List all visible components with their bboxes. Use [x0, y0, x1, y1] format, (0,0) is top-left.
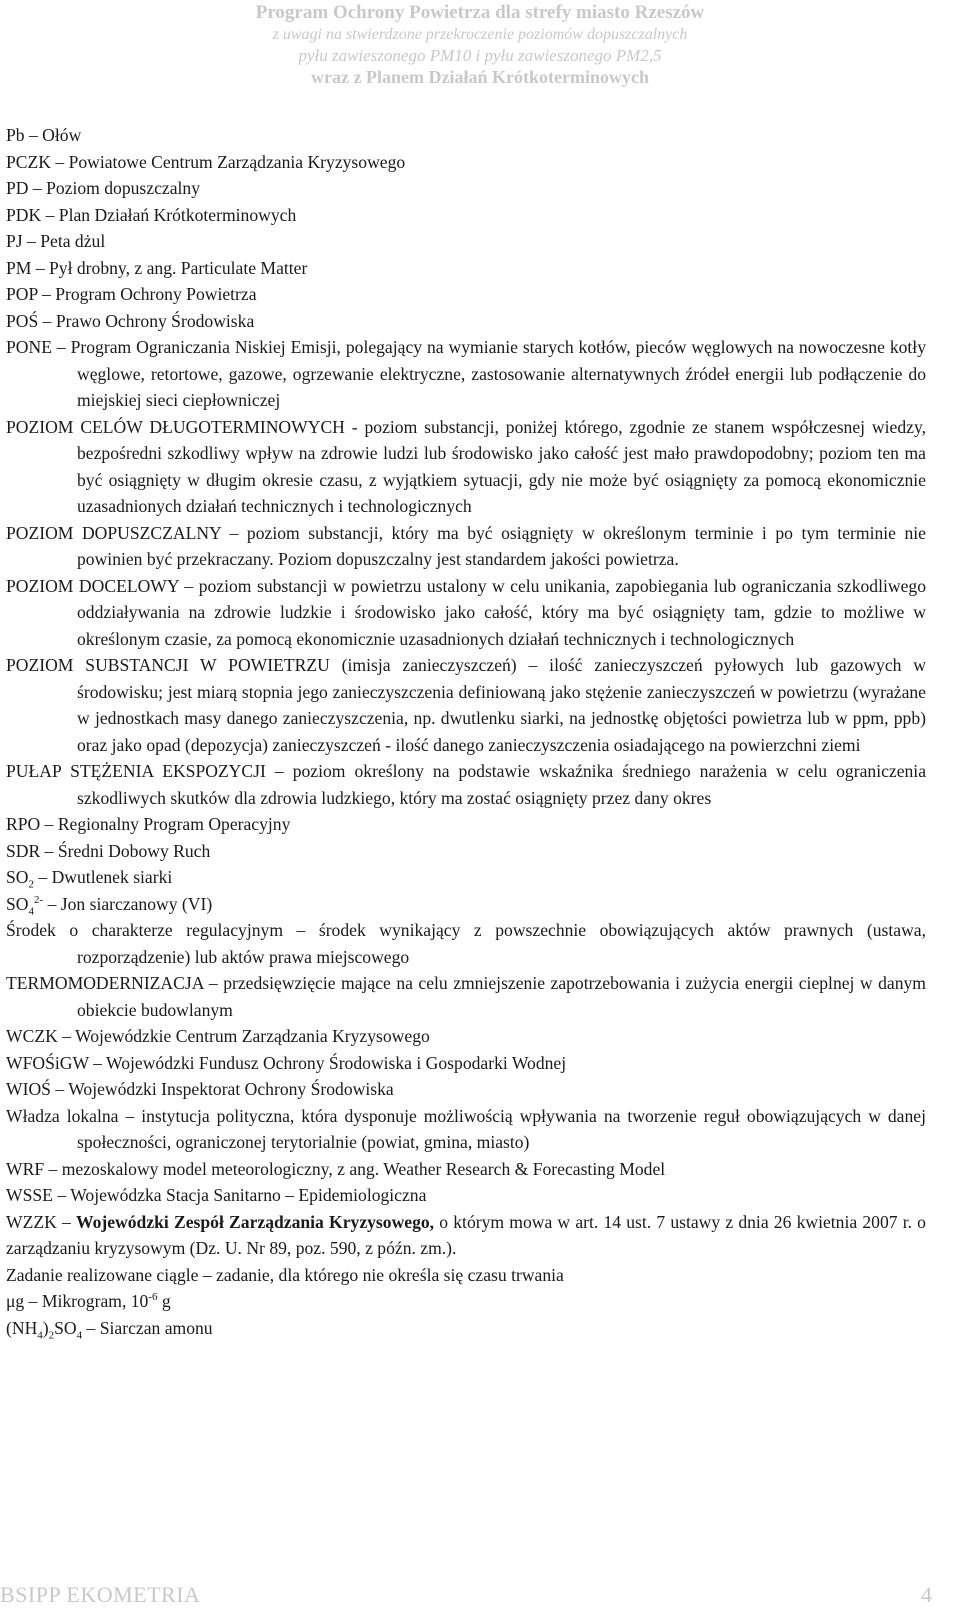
wzzk-bold-name: Wojewódzki Zespół Zarządzania Kryzysowego, — [75, 1211, 435, 1232]
glossary-entry-poziom-dopuszczalny: POZIOM DOPUSZCZALNY – poziom substancji, który ma być osiągnięty w określonym terminie i po tym terminie nie powinien być przekraczany. Poziom dopuszczalny jest standardem jakości powietrza. — [6, 522, 926, 569]
page-footer — [0, 1574, 960, 1613]
glossary-entry-pd: PD – Poziom dopuszczalny — [6, 178, 200, 198]
glossary-entry-so4 — [6, 891, 926, 918]
glossary-entry-pone: PONE – Program Ograniczania Niskiej Emisji, polegający na wymianie starych kotłów, pieców węglowych na nowoczesne kotły węglowe, retortowe, gazowe, ogrzewanie elektryczne, zastosowanie alternatywnych źródeł energii lub podłączenie do miejskiej sieci ciepłowniczej — [6, 337, 926, 410]
header-subtitle-3: wraz z Planem Działań Krótkoterminowych — [311, 67, 649, 87]
glossary-entry-pm: PM – Pył drobny, z ang. Particulate Matter — [6, 257, 308, 278]
page-header — [0, 2, 960, 88]
nh4-description: – Siarczan amonu — [82, 1317, 213, 1338]
glossary-entry-wzzk — [6, 1209, 926, 1262]
footer-page-number: 4 — [921, 1582, 932, 1607]
glossary-entry-microgram — [6, 1288, 926, 1315]
microgram-unit: g — [157, 1291, 171, 1311]
glossary-entry-poziom-celow: POZIOM CELÓW DŁUGOTERMINOWYCH - poziom substancji, poniżej którego, zgodnie ze stanem współczesnej wiedzy, bezpośredni szkodliwy wpływ na zdrowie ludzi lub środowisko jako całość jest mało prawdopodobny; poziom ten ma być osiągnięty w długim okresie czasu, z wyjątkiem sytuacji, gdy nie może być osiągnięty za pomocą ekonomicznie uzasadnionych działań technicznych i technologicznych — [6, 416, 926, 516]
header-subtitle-2: pyłu zawieszonego PM10 i pyłu zawieszonego PM2,5 — [298, 46, 662, 65]
glossary-entry-zadanie: Zadanie realizowane ciągle – zadanie, dla którego nie określa się czasu trwania — [6, 1264, 564, 1285]
glossary-entry-sdr: SDR – Średni Dobowy Ruch — [6, 840, 211, 861]
nh4-sub-2: 2 — [48, 1329, 55, 1342]
nh4-close: ) — [42, 1317, 49, 1338]
so2-description: – Dwutlenek siarki — [34, 867, 173, 887]
nh4-open: (NH — [6, 1317, 38, 1338]
nh4-so: SO — [54, 1317, 77, 1338]
glossary-entry-poziom-substancji: POZIOM SUBSTANCJI W POWIETRZU (imisja zanieczyszczeń) – ilość zanieczyszczeń pyłowych lub gazowych w środowisku; jest miarą stopnia jego zanieczyszczenia definiowaną jako stężenie zanieczyszczeń w powietrzu (wyrażane w jednostkach masy danego zanieczyszczenia, np. dwutlenku siarki, na jednostkę objętości powietrza lub w ppm, ppb) oraz jako opad (depozycja) zanieczyszczeń - ilość danego zanieczyszczenia osiadającego na powierzchni ziemi — [6, 655, 926, 755]
microgram-text: μg – Mikrogram, 10 — [6, 1291, 149, 1311]
glossary-entry-pulap: PUŁAP STĘŻENIA EKSPOZYCJI – poziom określony na podstawie wskaźnika średniego narażenia w celu ograniczenia szkodliwych skutków dla zdrowia ludzkiego, który ma zostać osiągnięty przez dany okres — [6, 761, 926, 808]
wzzk-rest: o którym mowa w art. 14 ust. 7 ustawy z dnia 26 kwietnia 2007 r. o zarządzaniu kryzysowym (Dz. U. Nr 89, poz. 590, z późn. zm.). — [6, 1211, 926, 1258]
microgram-exponent: -6 — [148, 1291, 158, 1304]
header-subtitle-1: z uwagi na stwierdzone przekroczenie poziomów dopuszczalnych — [272, 26, 688, 43]
so4-description: – Jon siarczanowy (VI) — [43, 893, 213, 914]
so2-subscript: 2 — [28, 878, 34, 891]
glossary-entry-wfosigw: WFOŚiGW – Wojewódzki Fundusz Ochrony Środowiska i Gospodarki Wodnej — [6, 1052, 567, 1073]
header-title: Program Ochrony Powietrza dla strefy miasto Rzeszów — [255, 2, 705, 23]
wzzk-prefix: WZZK – — [6, 1211, 76, 1232]
glossary-entry-poziom-docelowy: POZIOM DOCELOWY – poziom substancji w powietrzu ustalony w celu unikania, zapobiegania lub ograniczania szkodliwego oddziaływania na zdrowie ludzkie i środowisko jako całość, który ma być osiągnięty tam, gdzie to możliwe w określonym czasie, za pomocą ekonomicznie uzasadnionych działań technicznych i technologicznych — [6, 575, 926, 649]
so2-formula: SO — [6, 867, 29, 887]
glossary-entry-wios: WIOŚ – Wojewódzki Inspektorat Ochrony Środowiska — [6, 1079, 394, 1099]
glossary-entry-so2 — [6, 864, 926, 891]
glossary-entry-siarczan-amonu — [6, 1315, 926, 1342]
glossary-entry-wladza-lokalna: Władza lokalna – instytucja polityczna, która dysponuje możliwością wpływania na tworzenie reguł obowiązujących w danej społeczności, ograniczonej terytorialnie (powiat, gmina, miasto) — [6, 1105, 926, 1152]
glossary-entry-rpo: RPO – Regionalny Program Operacyjny — [6, 814, 291, 834]
glossary-entry-wsse: WSSE – Wojewódzka Stacja Sanitarno – Epidemiologiczna — [6, 1185, 427, 1205]
glossary-entry-wrf: WRF – mezoskalowy model meteorologiczny, z ang. Weather Research & Forecasting Model — [6, 1158, 666, 1179]
glossary-list — [6, 122, 926, 1341]
glossary-entry-pos: POŚ – Prawo Ochrony Środowiska — [6, 310, 255, 331]
glossary-entry-pop: POP – Program Ochrony Powietrza — [6, 284, 257, 304]
footer-company: BSIPP EKOMETRIA — [0, 1582, 201, 1607]
glossary-entry-wczk: WCZK – Wojewódzkie Centrum Zarządzania Kryzysowego — [6, 1026, 430, 1046]
so4-formula: SO — [6, 893, 29, 914]
so4-subscript: 4 — [28, 905, 34, 918]
glossary-entry-pczk: PCZK – Powiatowe Centrum Zarządzania Kryzysowego — [6, 151, 406, 172]
glossary-entry-pb: Pb – Ołów — [6, 125, 82, 145]
nh4-sub-1: 4 — [37, 1329, 43, 1342]
glossary-entry-pdk: PDK – Plan Działań Krótkoterminowych — [6, 204, 297, 225]
glossary-entry-srodek: Środek o charakterze regulacyjnym – środek wynikający z powszechnie obowiązujących aktów prawnych (ustawa, rozporządzenie) lub aktów prawa miejscowego — [6, 920, 926, 967]
nh4-sub-3: 4 — [76, 1329, 83, 1342]
so4-superscript: 2- — [34, 893, 44, 906]
glossary-entry-termomodernizacja: TERMOMODERNIZACJA – przedsięwzięcie mające na celu zmniejszenie zapotrzebowania i zużycia energii cieplnej w danym obiekcie budowlanym — [6, 973, 926, 1020]
glossary-entry-pj: PJ – Peta dżul — [6, 231, 106, 251]
